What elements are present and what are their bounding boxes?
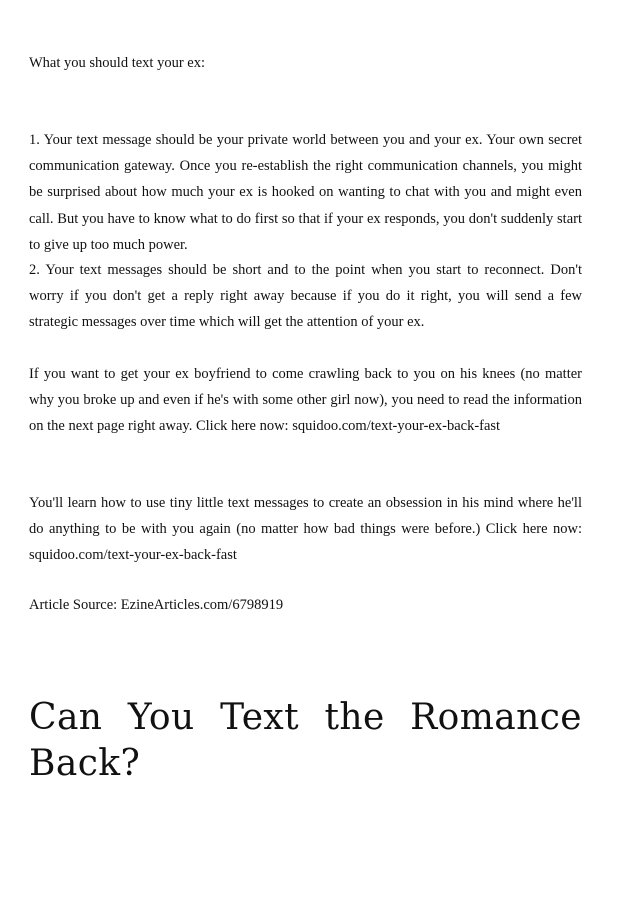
article-source: Article Source: EzineArticles.com/6798919 [29, 597, 284, 613]
article-heading: Can You Text the Romance Back? [29, 697, 582, 784]
paragraph-tip-2: 2. Your text messages should be short and to the point when you start to reconnect. Don't worry if you don't get a reply right away because if you do it right, you will send a few strategic messages over time which will get the attention of your ex. [29, 262, 582, 331]
intro-line: What you should text your ex: [29, 55, 205, 71]
paragraph-obsession: You'll learn how to use tiny little text messages to create an obsession in his mind where he'll do anything to be with you again (no matter how bad things were before.) Click here now: squidoo.com/text-your-ex-back-fast [29, 495, 582, 564]
paragraph-tip-1: 1. Your text message should be your private world between you and your ex. Your own secret communication gateway. Once you re-establish the right communication channels, you might be surprised about how much your ex is hooked on wanting to chat with you and might even call. But you have to know what to do first so that if your ex responds, you don't suddenly start to give up too much power. [29, 132, 582, 253]
paragraph-call-to-action: If you want to get your ex boyfriend to come crawling back to you on his knees (no matter why you broke up and even if he's with some other girl now), you need to read the information on the next page right away. Click here now: squidoo.com/text-your-ex-back-fast [29, 366, 582, 435]
